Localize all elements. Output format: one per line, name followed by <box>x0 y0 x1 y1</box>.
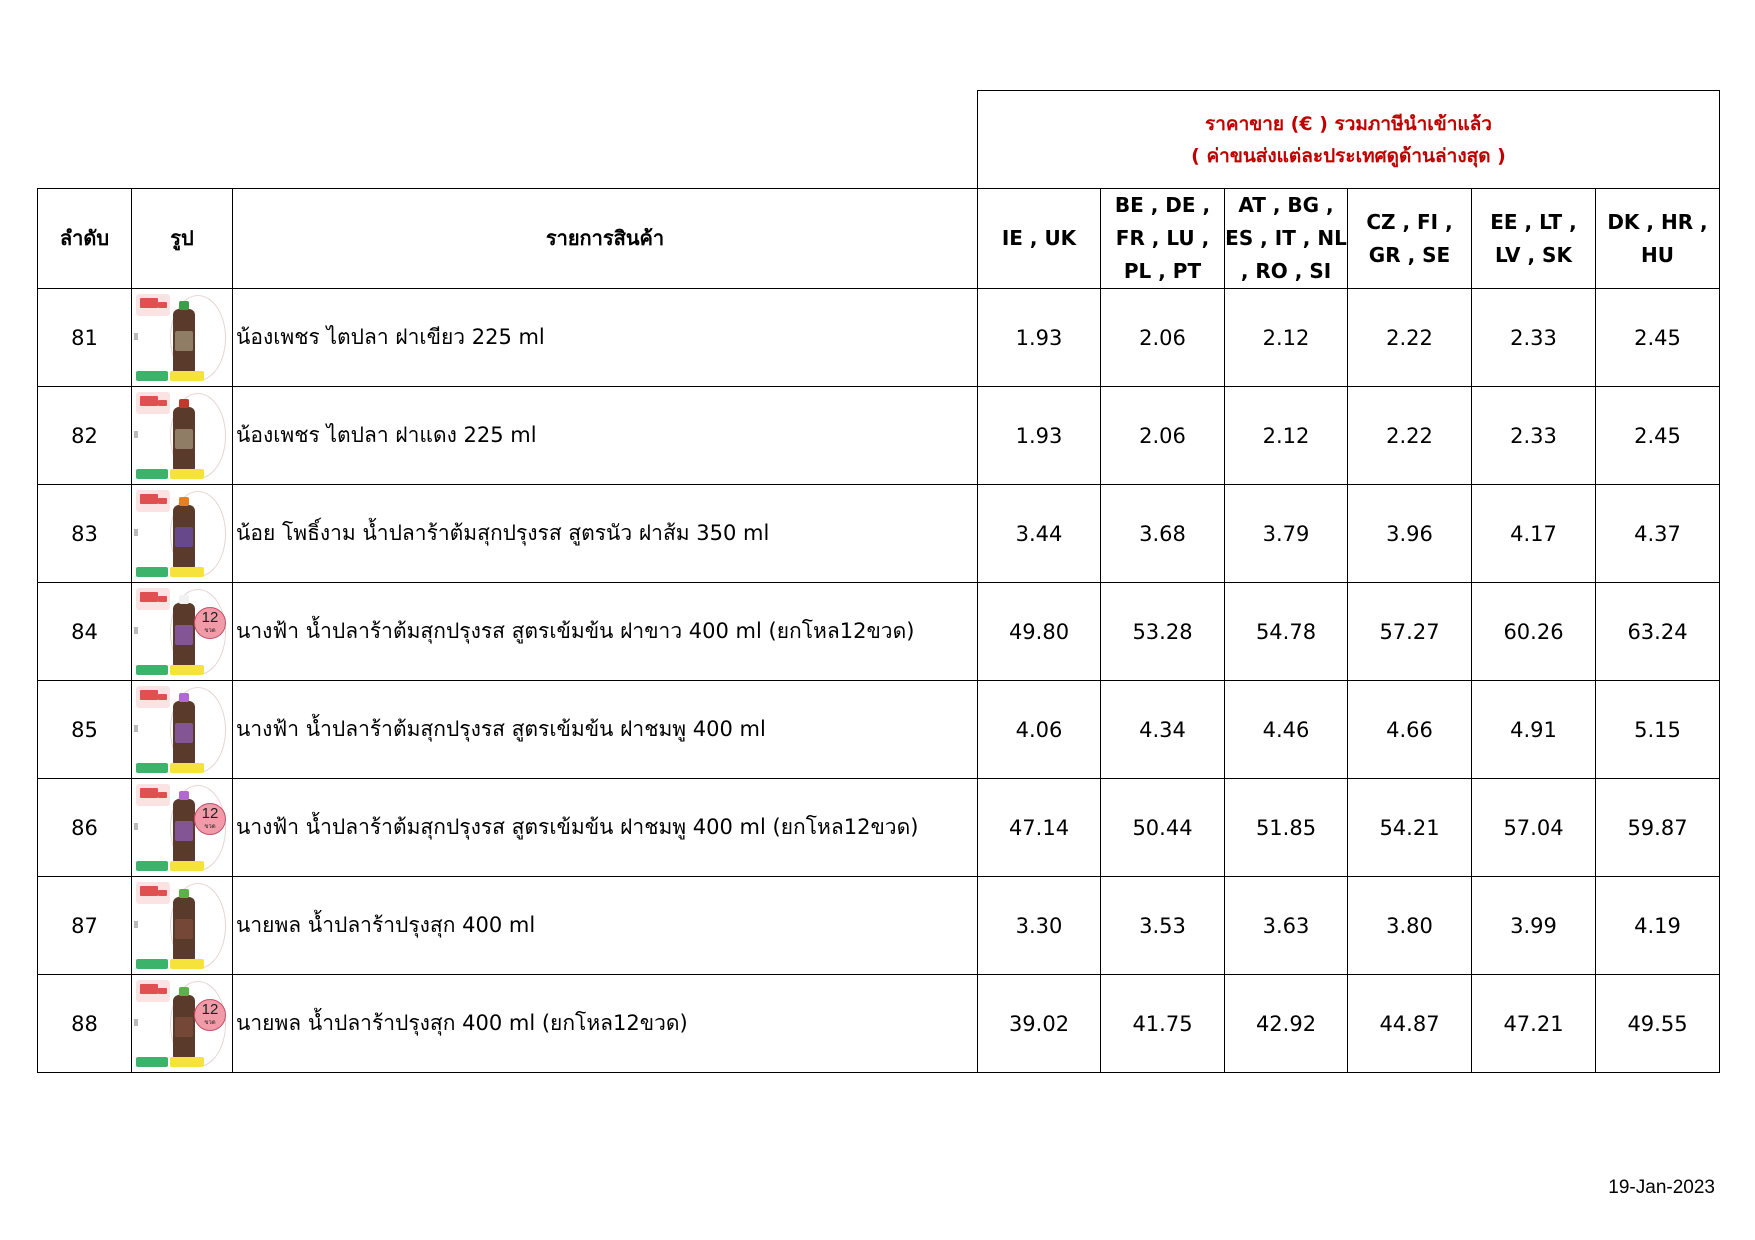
price-cell: 4.37 <box>1596 485 1720 583</box>
guarantee-badge-icon <box>170 861 204 871</box>
price-cell: 49.55 <box>1596 975 1720 1073</box>
table-row <box>38 975 1720 1073</box>
guarantee-badge-icon <box>170 665 204 675</box>
product-image-cell <box>132 877 233 975</box>
country-line: IE , UK <box>1001 226 1077 250</box>
guarantee-badge-icon <box>170 469 204 479</box>
image-marker-icon <box>134 1019 138 1026</box>
dozen-badge <box>194 803 226 835</box>
price-cell: 3.63 <box>1225 877 1348 975</box>
price-cell: 3.53 <box>1101 877 1225 975</box>
price-header-line1: ราคาขาย (€ ) รวมภาษีนำเข้าแล้ว <box>1205 112 1492 135</box>
guarantee-badge-icon <box>170 567 204 577</box>
image-marker-icon <box>134 725 138 732</box>
promo-badge-icon <box>136 469 168 479</box>
price-cell: 42.92 <box>1225 975 1348 1073</box>
country-line: GR , SE <box>1368 242 1451 267</box>
image-marker-icon <box>134 431 138 438</box>
product-image-cell <box>132 975 233 1073</box>
country-line: CZ , FI , <box>1366 209 1453 234</box>
price-cell: 2.33 <box>1472 387 1596 485</box>
price-cell: 2.45 <box>1596 387 1720 485</box>
country-line: DK , HR , <box>1607 209 1708 234</box>
promo-badge-icon <box>136 567 168 577</box>
price-cell: 1.93 <box>978 289 1101 387</box>
col-header-item: รายการสินค้า <box>233 189 978 289</box>
price-cell: 51.85 <box>1225 779 1348 877</box>
country-line: EE , LT , <box>1490 209 1577 234</box>
dozen-badge-unit: ขวด <box>204 824 216 830</box>
col-header-country-group <box>1101 189 1225 289</box>
price-cell: 4.66 <box>1348 681 1472 779</box>
col-header-country-group <box>1596 189 1720 289</box>
price-table <box>37 90 1720 1073</box>
delivery-truck-icon <box>136 784 170 806</box>
price-header-line2: ( ค่าขนส่งแต่ละประเทศดูด้านล่างสุด ) <box>1191 144 1506 167</box>
product-name: นายพล น้ำปลาร้าปรุงสุก 400 ml (ยกโหล12ขวด) <box>233 975 978 1073</box>
product-name: น้อย โพธิ์งาม น้ำปลาร้าต้มสุกปรุงรส สูตรนัว ฝาส้ม 350 ml <box>233 485 978 583</box>
row-number: 81 <box>38 289 132 387</box>
country-line: AT , BG , <box>1238 193 1334 217</box>
product-thumbnail <box>134 389 230 482</box>
product-image-cell <box>132 779 233 877</box>
col-header-country-group <box>978 189 1101 289</box>
row-number: 82 <box>38 387 132 485</box>
table-row <box>38 877 1720 975</box>
promo-badge-icon <box>136 371 168 381</box>
bottle-icon <box>173 603 195 667</box>
price-cell: 4.06 <box>978 681 1101 779</box>
bottle-icon <box>173 505 195 569</box>
country-line: PL , PT <box>1123 259 1202 283</box>
guarantee-badge-icon <box>170 371 204 381</box>
price-cell: 60.26 <box>1472 583 1596 681</box>
price-cell: 3.79 <box>1225 485 1348 583</box>
guarantee-badge-icon <box>170 959 204 969</box>
price-cell: 4.19 <box>1596 877 1720 975</box>
price-cell: 44.87 <box>1348 975 1472 1073</box>
price-cell: 2.22 <box>1348 387 1472 485</box>
footer-date: 19-Jan-2023 <box>1608 1177 1715 1198</box>
price-cell: 2.22 <box>1348 289 1472 387</box>
price-cell: 2.45 <box>1596 289 1720 387</box>
promo-badge-icon <box>136 861 168 871</box>
product-thumbnail <box>134 977 230 1070</box>
price-cell: 3.96 <box>1348 485 1472 583</box>
table-row <box>38 779 1720 877</box>
price-cell: 3.68 <box>1101 485 1225 583</box>
bottle-icon <box>173 995 195 1059</box>
row-number: 85 <box>38 681 132 779</box>
price-cell: 2.12 <box>1225 289 1348 387</box>
product-name: นายพล น้ำปลาร้าปรุงสุก 400 ml <box>233 877 978 975</box>
row-number: 84 <box>38 583 132 681</box>
row-number: 86 <box>38 779 132 877</box>
bottle-icon <box>173 407 195 471</box>
price-cell: 54.78 <box>1225 583 1348 681</box>
table-row <box>38 289 1720 387</box>
row-number: 88 <box>38 975 132 1073</box>
price-cell: 63.24 <box>1596 583 1720 681</box>
image-marker-icon <box>134 627 138 634</box>
price-cell: 2.06 <box>1101 289 1225 387</box>
price-cell: 4.91 <box>1472 681 1596 779</box>
table-blank-corner <box>38 91 978 189</box>
price-cell: 41.75 <box>1101 975 1225 1073</box>
country-line: LV , SK <box>1495 242 1572 267</box>
dozen-badge-unit: ขวด <box>204 1020 216 1026</box>
dozen-badge <box>194 607 226 639</box>
bottle-icon <box>173 799 195 863</box>
delivery-truck-icon <box>136 882 170 904</box>
dozen-badge <box>194 999 226 1031</box>
product-image-cell <box>132 583 233 681</box>
col-header-country-group <box>1348 189 1472 289</box>
price-cell: 4.34 <box>1101 681 1225 779</box>
promo-badge-icon <box>136 763 168 773</box>
price-cell: 2.06 <box>1101 387 1225 485</box>
price-cell: 39.02 <box>978 975 1101 1073</box>
country-line: HU <box>1641 242 1674 267</box>
product-name: นางฟ้า น้ำปลาร้าต้มสุกปรุงรส สูตรเข้มข้น ฝาขาว 400 ml (ยกโหล12ขวด) <box>233 583 978 681</box>
product-image-cell <box>132 289 233 387</box>
image-marker-icon <box>134 333 138 340</box>
delivery-truck-icon <box>136 980 170 1002</box>
product-thumbnail <box>134 291 230 384</box>
price-cell: 59.87 <box>1596 779 1720 877</box>
delivery-truck-icon <box>136 392 170 414</box>
product-thumbnail <box>134 585 230 678</box>
price-cell: 4.17 <box>1472 485 1596 583</box>
dozen-badge-number: 12 <box>201 609 219 626</box>
product-image-cell <box>132 387 233 485</box>
row-number: 83 <box>38 485 132 583</box>
price-cell: 47.14 <box>978 779 1101 877</box>
price-cell: 1.93 <box>978 387 1101 485</box>
product-name: นางฟ้า น้ำปลาร้าต้มสุกปรุงรส สูตรเข้มข้น ฝาชมพู 400 ml <box>233 681 978 779</box>
col-header-no: ลำดับ <box>38 189 132 289</box>
price-cell: 53.28 <box>1101 583 1225 681</box>
promo-badge-icon <box>136 1057 168 1067</box>
promo-badge-icon <box>136 665 168 675</box>
price-cell: 3.80 <box>1348 877 1472 975</box>
price-cell: 2.12 <box>1225 387 1348 485</box>
product-thumbnail <box>134 683 230 776</box>
image-marker-icon <box>134 921 138 928</box>
bottle-icon <box>173 309 195 373</box>
product-name: นางฟ้า น้ำปลาร้าต้มสุกปรุงรส สูตรเข้มข้น ฝาชมพู 400 ml (ยกโหล12ขวด) <box>233 779 978 877</box>
country-line: BE , DE , <box>1114 193 1211 217</box>
price-cell: 57.04 <box>1472 779 1596 877</box>
product-thumbnail <box>134 781 230 874</box>
image-marker-icon <box>134 529 138 536</box>
guarantee-badge-icon <box>170 763 204 773</box>
product-name: น้องเพชร ไตปลา ฝาเขียว 225 ml <box>233 289 978 387</box>
table-row <box>38 485 1720 583</box>
table-row <box>38 681 1720 779</box>
delivery-truck-icon <box>136 294 170 316</box>
product-thumbnail <box>134 879 230 972</box>
country-line: , RO , SI <box>1240 259 1332 283</box>
delivery-truck-icon <box>136 686 170 708</box>
col-header-pic: รูป <box>132 189 233 289</box>
product-name: น้องเพชร ไตปลา ฝาแดง 225 ml <box>233 387 978 485</box>
delivery-truck-icon <box>136 588 170 610</box>
price-cell: 54.21 <box>1348 779 1472 877</box>
col-header-country-group <box>1472 189 1596 289</box>
price-cell: 2.33 <box>1472 289 1596 387</box>
price-cell: 3.30 <box>978 877 1101 975</box>
price-cell: 49.80 <box>978 583 1101 681</box>
price-cell: 3.99 <box>1472 877 1596 975</box>
promo-badge-icon <box>136 959 168 969</box>
row-number: 87 <box>38 877 132 975</box>
dozen-badge-number: 12 <box>201 805 219 822</box>
price-cell: 57.27 <box>1348 583 1472 681</box>
country-line: ES , IT , NL <box>1225 226 1347 250</box>
price-cell: 4.46 <box>1225 681 1348 779</box>
price-group-header <box>978 91 1720 189</box>
price-cell: 50.44 <box>1101 779 1225 877</box>
table-row <box>38 387 1720 485</box>
country-line: FR , LU , <box>1115 226 1210 250</box>
guarantee-badge-icon <box>170 1057 204 1067</box>
image-marker-icon <box>134 823 138 830</box>
delivery-truck-icon <box>136 490 170 512</box>
price-cell: 5.15 <box>1596 681 1720 779</box>
dozen-badge-unit: ขวด <box>204 628 216 634</box>
table-row <box>38 583 1720 681</box>
product-image-cell <box>132 485 233 583</box>
dozen-badge-number: 12 <box>201 1001 219 1018</box>
product-image-cell <box>132 681 233 779</box>
col-header-country-group <box>1225 189 1348 289</box>
bottle-icon <box>173 701 195 765</box>
price-cell: 47.21 <box>1472 975 1596 1073</box>
price-cell: 3.44 <box>978 485 1101 583</box>
bottle-icon <box>173 897 195 961</box>
product-thumbnail <box>134 487 230 580</box>
